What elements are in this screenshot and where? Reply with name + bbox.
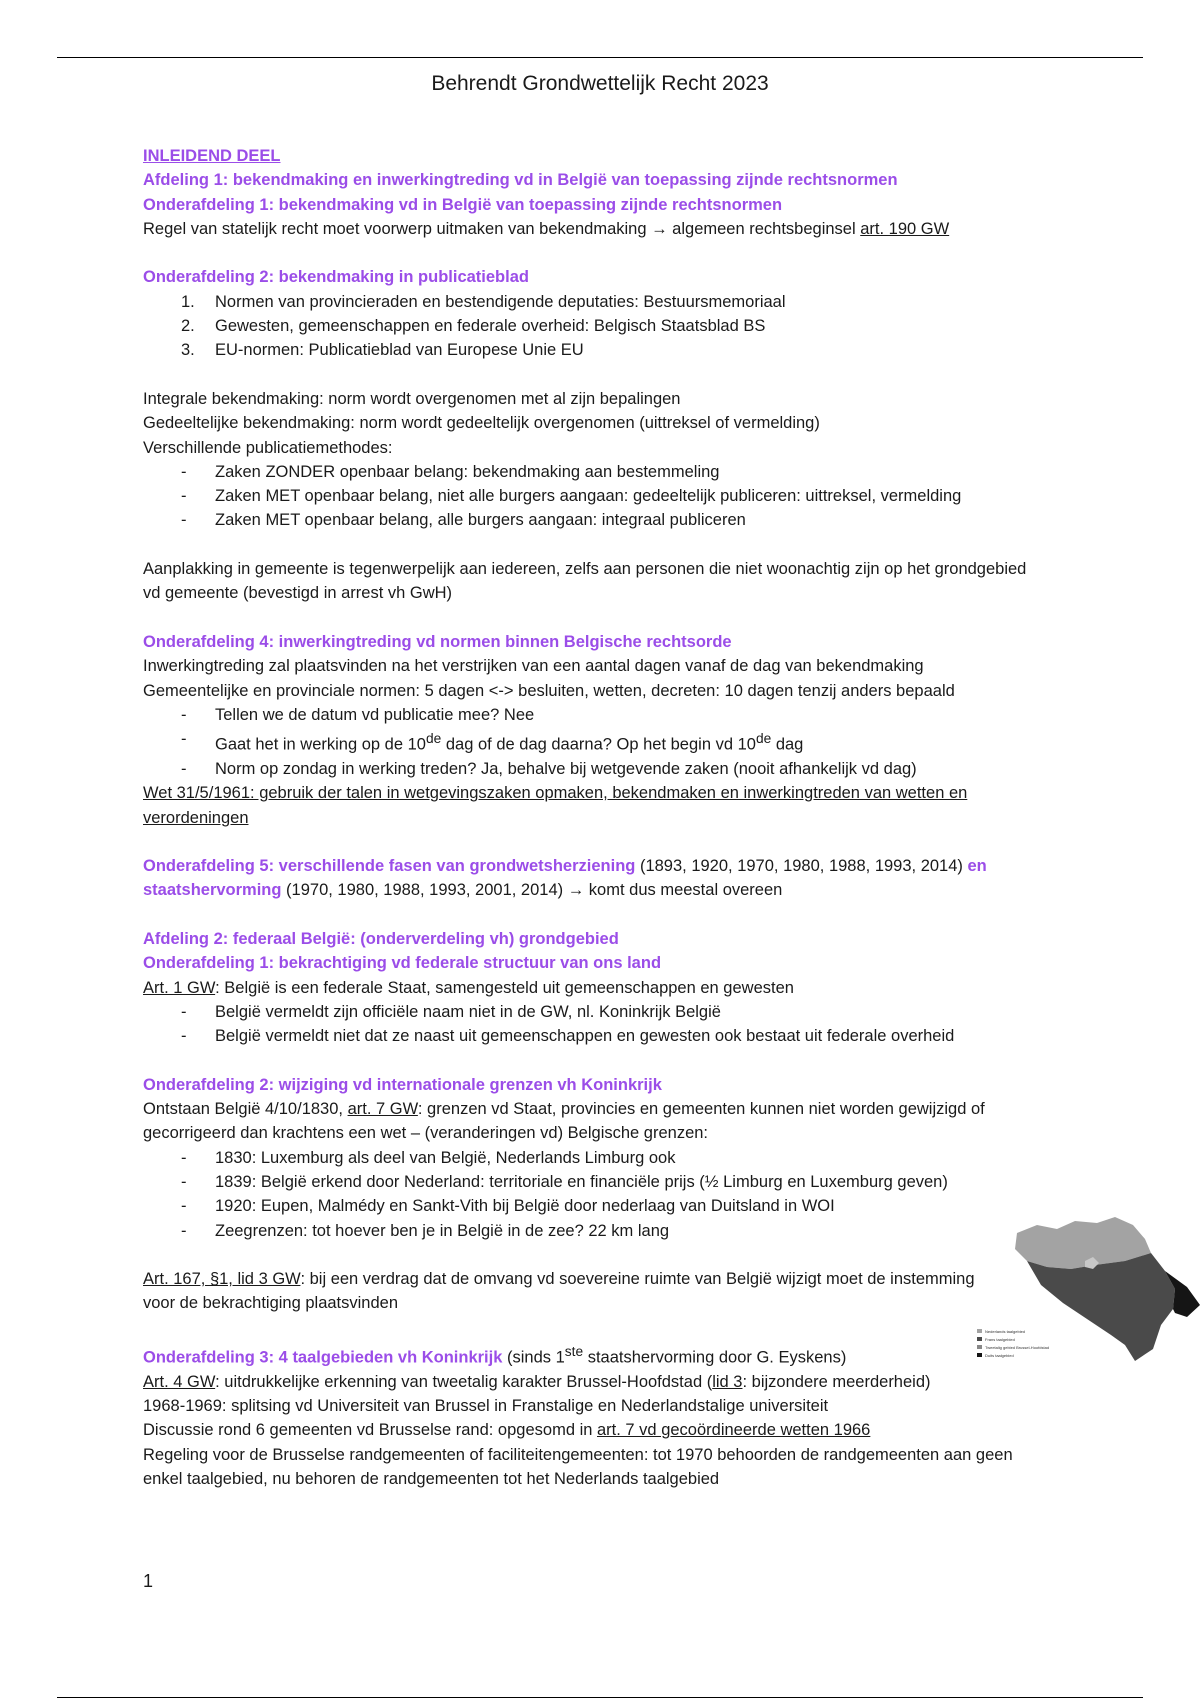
text-run: dag of de dag daarna? Op het begin vd 10 — [441, 735, 756, 754]
list-item — [143, 1194, 1083, 1218]
subsection-heading-afd2-ond2: Onderafdeling 2: wijziging vd internationale grenzen vh Koninkrijk — [143, 1075, 662, 1094]
section-heading-afd2: Afdeling 2: federaal België: (onderverdeling vh) grondgebied — [143, 930, 619, 948]
superscript: de — [755, 731, 772, 747]
subsection-heading-afd1-ond1: Onderafdeling 1: bekendmaking vd in België van toepassing zijnde rechtsnormen — [143, 195, 783, 214]
dash-bullet-icon: - — [181, 1027, 187, 1046]
subsection-heading-afd1-ond2: Onderafdeling 2: bekendmaking in publicatieblad — [143, 268, 529, 287]
paragraph — [143, 976, 1083, 1000]
list-item — [143, 1024, 1083, 1048]
paragraph: Integrale bekendmaking: norm wordt overgenomen met al zijn bepalingen — [143, 389, 681, 408]
text-run: : België is een federale Staat, samengesteld uit gemeenschappen en gewesten — [215, 978, 794, 997]
list-item — [143, 1219, 1083, 1243]
list-item — [143, 460, 1083, 484]
list-item-text: Zaken ZONDER openbaar belang: bekendmaking aan bestemmeling — [215, 462, 720, 481]
law-reference: art. 7 GW — [347, 1100, 418, 1119]
list-item — [143, 757, 1083, 781]
superscript: de — [425, 731, 442, 747]
list-item-text: Zeegrenzen: tot hoever ben je in België in de zee? 22 km lang — [215, 1221, 670, 1240]
arrow-right-icon: → — [567, 881, 585, 900]
list-item-text: Zaken MET openbaar belang, alle burgers aangaan: integraal publiceren — [215, 511, 746, 530]
text-run: dag — [771, 735, 804, 754]
text-run: Gaat het in werking op de 10 — [215, 735, 426, 754]
text-run: : bijzondere meerderheid) — [742, 1372, 931, 1391]
paragraph: Aanplakking in gemeente is tegenwerpelijk aan iedereen, zelfs aan personen die niet woonachtig zijn op het grondgebied vd gemeente (bevestigd in arrest vh GwH) — [143, 560, 1027, 603]
dash-bullet-icon: - — [181, 705, 187, 724]
list-item-text: 1920: Eupen, Malmédy en Sankt-Vith bij België door nederlaag van Duitsland in WOI — [215, 1197, 835, 1216]
subsection-heading-afd2-ond1: Onderafdeling 1: bekrachtiging vd federale structuur van ons land — [143, 954, 662, 973]
list-item-text: 1839: België erkend door Nederland: territoriale en financiële prijs (½ Limburg en Luxemburg geven) — [215, 1172, 948, 1191]
paragraph: Regeling voor de Brusselse randgemeenten of faciliteitengemeenten: tot 1970 behoorden de randgemeenten aan geen enkel taalgebied, nu behoren de randgemeenten tot het Nederlands taalgebied — [143, 1445, 1013, 1489]
legend-swatch-german — [977, 1353, 982, 1357]
text-run: Ontstaan België 4/10/1830, — [143, 1100, 348, 1119]
list-item-text: Norm op zondag in werking treden? Ja, behalve bij wetgevende zaken (nooit afhankelijk vd dag) — [215, 759, 917, 778]
list-item — [143, 290, 1083, 314]
list-marker: 3. — [181, 341, 195, 360]
paragraph — [143, 854, 1068, 903]
text-run: (sinds 1 — [502, 1348, 565, 1367]
law-reference: Art. 4 GW — [143, 1372, 216, 1391]
law-reference: art. 190 GW — [860, 219, 950, 238]
header-rule — [57, 57, 1143, 58]
list-item — [143, 484, 1083, 508]
footer-rule — [57, 1697, 1143, 1698]
list-item — [143, 1146, 1083, 1170]
dash-bullet-icon: - — [181, 730, 187, 749]
paragraph: 1968-1969: splitsing vd Universiteit van Brussel in Franstalige en Nederlandstalige universiteit — [143, 1397, 829, 1416]
list-item-text: 1830: Luxemburg als deel van België, Nederlands Limburg ook — [215, 1148, 676, 1167]
text-run: : grenzen vd Staat, provincies en gemeenten kunnen niet worden gewijzigd of gecorrigeerd dan krachtens een wet – (veranderingen vd) Belgische grenzen: — [143, 1100, 985, 1143]
subsection-heading-afd2-ond3: Onderafdeling 3: 4 taalgebieden vh Koninkrijk — [143, 1348, 503, 1367]
paragraph — [143, 1097, 993, 1146]
list-item-text: EU-normen: Publicatieblad van Europese Unie EU — [215, 341, 584, 360]
list-item — [143, 1170, 1083, 1194]
list-item — [143, 314, 1083, 338]
dash-bullet-icon: - — [181, 1002, 187, 1021]
bullet-list — [143, 1000, 1083, 1049]
legend-swatch-brussels — [977, 1345, 982, 1349]
subsection-heading-afd1-ond5: Onderafdeling 5: verschillende fasen van grondwetsherziening — [143, 857, 636, 876]
bullet-list — [143, 703, 1083, 781]
legend-label-dutch: Nederlands taalgebied — [985, 1329, 1026, 1334]
dash-bullet-icon: - — [181, 462, 187, 481]
section-heading-afd1: Afdeling 1: bekendmaking en inwerkingtreding vd in België van toepassing zijnde rechtsnormen — [143, 171, 898, 190]
text-run: : bij een verdrag dat de omvang vd soevereine ruimte van België wijzigt moet de instemming voor de bekrachtiging plaatsvinden — [143, 1270, 975, 1313]
list-item-text: Tellen we de datum vd publicatie mee? Nee — [215, 705, 535, 724]
numbered-list — [143, 290, 1083, 363]
heading-run: en staatshervorming — [143, 857, 987, 900]
paragraph — [143, 1267, 978, 1316]
list-item — [143, 703, 1083, 727]
text-run: Discussie rond 6 gemeenten vd Brusselse rand: opgesomd in — [143, 1421, 597, 1440]
legend-label-brussels: Tweetalig gebied Brussel-Hoofdstad — [985, 1345, 1050, 1350]
page-number: 1 — [143, 1571, 154, 1591]
list-marker: 2. — [181, 317, 195, 336]
dash-bullet-icon: - — [181, 1172, 187, 1191]
legend-swatch-dutch — [977, 1329, 982, 1333]
list-item-text: België vermeldt zijn officiële naam niet in de GW, nl. Koninkrijk België — [215, 1002, 721, 1021]
list-item — [143, 338, 1083, 362]
belgium-language-map — [975, 1213, 1200, 1368]
list-item-text: Normen van provincieraden en bestendigende deputaties: Bestuursmemoriaal — [215, 292, 786, 311]
bullet-list — [143, 1146, 1083, 1243]
list-item — [143, 508, 1083, 532]
arrow-right-icon: → — [651, 219, 668, 238]
subsection-heading-afd1-ond4: Onderafdeling 4: inwerkingtreding vd normen binnen Belgische rechtsorde — [143, 632, 732, 651]
superscript: ste — [564, 1344, 584, 1360]
list-marker: 1. — [181, 292, 195, 311]
text-run: (1893, 1920, 1970, 1980, 1988, 1993, 2014) — [635, 857, 968, 876]
list-item-text: Zaken MET openbaar belang, niet alle burgers aangaan: gedeeltelijk publiceren: uittreksel, vermelding — [215, 487, 962, 506]
text-run: komt dus meestal overeen — [584, 881, 783, 900]
dash-bullet-icon: - — [181, 487, 187, 506]
paragraph: Inwerkingtreding zal plaatsvinden na het verstrijken van een aantal dagen vanaf de dag van bekendmaking — [143, 657, 924, 676]
document-header-title: Behrendt Grondwettelijk Recht 2023 — [431, 72, 769, 95]
document-body — [143, 144, 1083, 1491]
legend-swatch-french — [977, 1337, 982, 1341]
text-run: algemeen rechtsbeginsel — [667, 219, 861, 238]
legend-label-german: Duits taalgebied — [985, 1353, 1014, 1358]
dash-bullet-icon: - — [181, 1148, 187, 1167]
paragraph: Verschillende publicatiemethodes: — [143, 438, 393, 457]
dash-bullet-icon: - — [181, 1221, 187, 1240]
paragraph: Gemeentelijke en provinciale normen: 5 dagen <-> besluiten, wetten, decreten: 10 dagen tenzij anders bepaald — [143, 681, 955, 700]
list-item-text: Gewesten, gemeenschappen en federale overheid: Belgisch Staatsblad BS — [215, 317, 766, 336]
law-reference: Art. 1 GW — [143, 978, 216, 997]
text-run: staatshervorming door G. Eyskens) — [583, 1348, 847, 1367]
law-reference: art. 7 vd gecoördineerde wetten 1966 — [597, 1421, 871, 1440]
law-reference-paragraph: Wet 31/5/1961: gebruik der talen in wetgevingszaken opmaken, bekendmaken en inwerkingtreden van wetten en verordeningen — [143, 784, 968, 827]
paragraph — [143, 1370, 1083, 1394]
paragraph: Gedeeltelijke bekendmaking: norm wordt gedeeltelijk overgenomen (uittreksel of vermelding) — [143, 414, 820, 433]
dash-bullet-icon: - — [181, 759, 187, 778]
text-run: : uitdrukkelijke erkenning van tweetalig karakter Brussel-Hoofdstad ( — [215, 1372, 713, 1391]
text-run: (1970, 1980, 1988, 1993, 2001, 2014) — [281, 881, 568, 900]
dash-bullet-icon: - — [181, 511, 187, 530]
text-run: Regel van statelijk recht moet voorwerp uitmaken van bekendmaking — [143, 219, 652, 238]
paragraph — [143, 1418, 1083, 1442]
legend-label-french: Frans taalgebied — [985, 1337, 1015, 1342]
list-item — [143, 1000, 1083, 1024]
bullet-list — [143, 460, 1083, 533]
law-reference: Art. 167, §1, lid 3 GW — [143, 1270, 301, 1289]
paragraph — [143, 1340, 1083, 1370]
list-item — [143, 727, 1083, 757]
dash-bullet-icon: - — [181, 1197, 187, 1216]
part-heading: INLEIDEND DEEL — [143, 147, 281, 165]
list-item-text: België vermeldt niet dat ze naast uit gemeenschappen en gewesten ook bestaat uit federale overheid — [215, 1027, 955, 1046]
paragraph — [143, 217, 1083, 241]
law-reference: lid 3 — [712, 1372, 743, 1391]
map-region-french — [1027, 1253, 1175, 1361]
